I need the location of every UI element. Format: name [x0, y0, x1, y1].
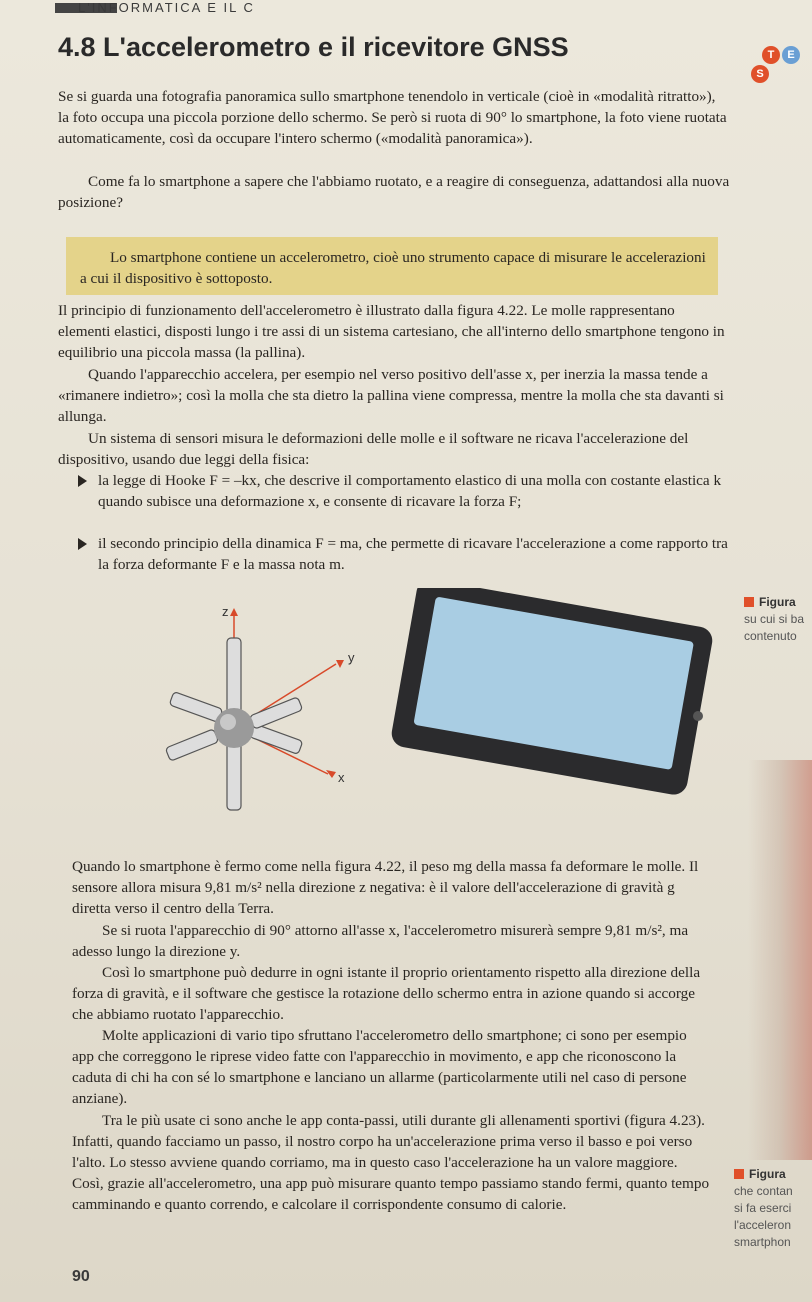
badge-t: T — [762, 46, 780, 64]
bullet-hooke — [78, 470, 732, 512]
badge-e: E — [782, 46, 800, 64]
figure-marker-icon — [744, 597, 754, 607]
competence-badges — [748, 38, 808, 88]
paragraph-1: Se si guarda una fotografia panoramica sullo smartphone tenendolo in verticale (cioè in «modalità ritratto»), la foto occupa una piccola porzione dello schermo. Se però si ruota di 90° lo smartphone, la foto viene ruotata automaticamente, così da occupare l'intero schermo («modalità panoramica»). — [58, 88, 727, 147]
paragraph-4: Quando l'apparecchio accelera, per esempio nel verso positivo dell'asse x, per inerzia la massa tende a «rimanere indietro»; così la molla che sta dietro la pallina viene compressa, mentre la molla che sta davanti si allunga. — [58, 366, 724, 425]
axis-y-label: y — [348, 650, 355, 665]
key-concept-text: Lo smartphone contiene un accelerometro, cioè uno strumento capace di misurare le accelerazioni a cui il dispositivo è sottoposto. — [80, 249, 706, 287]
bullet-hooke-text: la legge di Hooke F = –kx, che descrive il comportamento elastico di una molla con costante elastica k quando subisce una deformazione x, e consente di ricavare la forza F; — [98, 472, 722, 510]
page-number: 90 — [72, 1268, 90, 1285]
sidenote-figure-4-23: Figura che contan si fa eserci l'acceleron smartphon — [734, 1167, 793, 1249]
paragraph-8: Così lo smartphone può dedurre in ogni istante il proprio orientamento rispetto alla direzione della forza di gravità, e il software che gestisce la rotazione dello schermo entra in azione quando si accorge che abbiamo ruotato l'apparecchio. — [72, 964, 701, 1023]
photo-hand-shadow — [748, 760, 812, 1160]
paragraph-10: Tra le più usate ci sono anche le app conta-passi, utili durante gli allenamenti sportivi (figura 4.23). Infatti, quando facciamo un passo, il nostro corpo ha un'accelerazione prima verso il basso e poi verso l'alto. Lo stesso avviene quando corriamo, ma in questo caso l'accelerazione ha un valore maggiore. Così, grazie all'accelerometro, una app può misurare quanto tempo passiamo stando fermi, quanto tempo camminando e quanto correndo, e calcolare il corrispondente consumo di calorie. — [72, 1112, 710, 1213]
smartphone-icon — [390, 588, 715, 797]
figure-accelerometer — [150, 588, 734, 828]
paragraph-3: Il principio di funzionamento dell'accelerometro è illustrato dalla figura 4.22. Le molle rappresentano elementi elastici, disposti lungo i tre assi di un sistema cartesiano, che all'interno dello smartphone tengono in equilibrio una piccola massa (la pallina). — [58, 302, 725, 361]
bullet-newton-text: il secondo principio della dinamica F = ma, che permette di ricavare l'accelerazione a come rapporto tra la forza deformante F e la massa nota m. — [98, 535, 728, 573]
bullet-arrow-icon — [78, 538, 87, 550]
mass-ball — [214, 708, 254, 748]
figure-marker-icon — [734, 1169, 744, 1179]
axis-x-label: x — [338, 770, 345, 785]
accelerometer-illustration — [150, 588, 734, 828]
paragraph-5: Un sistema di sensori misura le deformazioni delle molle e il software ne ricava l'accelerazione del dispositivo, usando due leggi della fisica: — [58, 430, 689, 468]
running-header: L'INFORMATICA E IL C — [78, 0, 255, 15]
paragraph-2: Come fa lo smartphone a sapere che l'abbiamo ruotato, e a reagire di conseguenza, adattandosi alla nuova posizione? — [58, 173, 730, 211]
bullet-newton — [78, 533, 732, 575]
axis-z-label: z — [222, 604, 229, 619]
section-title: 4.8 L'accelerometro e il ricevitore GNSS — [58, 32, 569, 62]
badge-s: S — [751, 65, 769, 83]
key-concept-box — [66, 237, 718, 295]
bullet-arrow-icon — [78, 475, 87, 487]
paragraph-9: Molte applicazioni di vario tipo sfruttano l'accelerometro dello smartphone; ci sono per esempio app che correggono le riprese video fatte con l'apparecchio in movimento, e app che riconoscono la caduta di chi ha con sé lo smartphone e lanciano un allarme (particolarmente utili nel caso di persone anziane). — [72, 1027, 687, 1107]
paragraph-7: Se si ruota l'apparecchio di 90° attorno all'asse x, l'accelerometro misurerà sempre 9,81 m/s², ma adesso lungo la direzione y. — [72, 922, 689, 960]
paragraph-6: Quando lo smartphone è fermo come nella figura 4.22, il peso mg della massa fa deformare le molle. Il sensore allora misura 9,81 m/s² nella direzione z negativa: è il valore dell'accelerazione di gravità g diretta verso il centro della Terra. — [72, 858, 699, 917]
sidenote-figure-4-22: Figura su cui si ba contenuto — [744, 595, 805, 643]
